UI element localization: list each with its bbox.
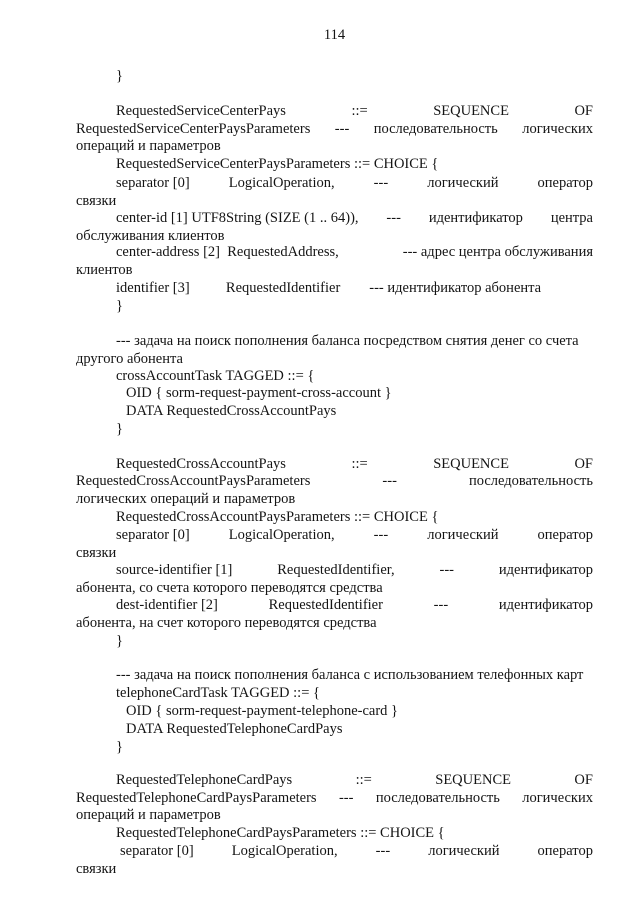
code-line: crossAccountTask TAGGED ::= { <box>116 368 315 384</box>
choice-field: source-identifier [1] RequestedIdentifier, --- идентификатор <box>116 562 593 578</box>
type-definition: RequestedServiceCenterPays ::= SEQUENCE OF <box>116 103 593 119</box>
type-definition: RequestedCrossAccountPays ::= SEQUENCE OF <box>116 456 593 472</box>
choice-field: separator [0] LogicalOperation, --- логический оператор <box>116 175 593 191</box>
choice-field: dest-identifier [2] RequestedIdentifier --- идентификатор <box>116 597 593 613</box>
comment-line: --- задача на поиск пополнения баланса с использованием телефонных карт <box>116 667 584 683</box>
code-line: } <box>116 298 123 314</box>
text-line: RequestedTelephoneCardPaysParameters --- последовательность логических <box>76 790 593 806</box>
code-line: OID { sorm-request-payment-telephone-card } <box>126 703 398 719</box>
code-line: telephoneCardTask TAGGED ::= { <box>116 685 320 701</box>
type-definition: RequestedTelephoneCardPays ::= SEQUENCE OF <box>116 772 593 788</box>
choice-field: separator [0] LogicalOperation, --- логический оператор <box>120 843 593 859</box>
text-line: связки <box>76 545 117 561</box>
text-line: операций и параметров <box>76 807 221 823</box>
code-line: } <box>116 68 123 84</box>
text-line: обслуживания клиентов <box>76 228 225 244</box>
page-number: 114 <box>323 27 346 43</box>
code-line: RequestedServiceCenterPaysParameters ::= CHOICE { <box>116 156 439 172</box>
choice-field: identifier [3] RequestedIdentifier --- идентификатор абонента <box>116 280 542 296</box>
comment-line: --- задача на поиск пополнения баланса посредством снятия денег со счета <box>116 333 579 349</box>
choice-field: separator [0] LogicalOperation, --- логический оператор <box>116 527 593 543</box>
text-line: RequestedServiceCenterPaysParameters --- последовательность логических <box>76 121 593 137</box>
text-line: операций и параметров <box>76 138 221 154</box>
code-line: DATA RequestedCrossAccountPays <box>126 403 337 419</box>
code-line: OID { sorm-request-payment-cross-account } <box>126 385 392 401</box>
code-line: } <box>116 421 123 437</box>
text-line: другого абонента <box>76 351 183 367</box>
code-line: RequestedCrossAccountPaysParameters ::= CHOICE { <box>116 509 439 525</box>
text-line: RequestedCrossAccountPaysParameters --- последовательность <box>76 473 593 489</box>
text-line: связки <box>76 861 117 877</box>
text-line: абонента, со счета которого переводятся средства <box>76 580 383 596</box>
choice-field: center-id [1] UTF8String (SIZE (1 .. 64)), --- идентификатор центра <box>116 210 593 226</box>
text-line: клиентов <box>76 262 133 278</box>
text-line: связки <box>76 193 117 209</box>
text-line: логических операций и параметров <box>76 491 296 507</box>
choice-field: center-address [2] RequestedAddress, --- адрес центра обслуживания <box>116 244 593 260</box>
code-line: } <box>116 739 123 755</box>
text-line: абонента, на счет которого переводятся средства <box>76 615 377 631</box>
code-line: RequestedTelephoneCardPaysParameters ::= CHOICE { <box>116 825 445 841</box>
code-line: } <box>116 633 123 649</box>
code-line: DATA RequestedTelephoneCardPays <box>126 721 343 737</box>
